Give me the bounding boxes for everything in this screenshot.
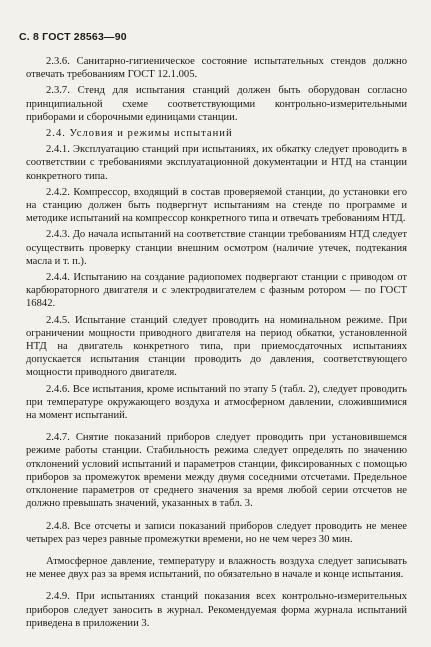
paragraph-2-4-5: 2.4.5. Испытание станций следует проводить на номинальном режиме. При ограничении мощности приводного двигателя на период обкатки, установленной НТД на двигатель конкретного типа, при приемосдаточных испытаниях допускается испытания станции проводить до давления, соответствующего мощности приводного двигателя. xyxy=(26,314,407,379)
paragraph-2-4-7: 2.4.7. Снятие показаний приборов следует проводить при установившемся режиме работы станции. Стабильность режима следует определять по значению отклонений условий испытаний и параметров станции, фиксированных с помощью приборов за промежуток времени между двумя соседними отсчетами. Предельное отклонение параметров от среднего значения за время любой серии отсчетов не должно превышать значений, указанных в табл. 3. xyxy=(26,432,407,510)
paragraph-2-4-2: 2.4.2. Компрессор, входящий в состав проверяемой станции, до установки его на станцию должен быть подвергнут испытаниям на стенде по программе и методике испытаний на компрессор конкретного типа и отвечать требованиям НТД. xyxy=(26,186,407,225)
paragraph-2-4-1: 2.4.1. Эксплуатацию станций при испытаниях, их обкатку следует проводить в соответствии с требованиями эксплуатационной документации и НТД на станции конкретного типа. xyxy=(26,144,407,182)
page-header: С. 8 ГОСТ 28563—90 xyxy=(19,31,127,43)
paragraph-2-4-6: 2.4.6. Все испытания, кроме испытаний по этапу 5 (табл. 2), следует проводить при температуре окружающего воздуха и атмосферном давлении, сложившимися на момент испытаний. xyxy=(26,383,407,422)
paragraph-2-4-3: 2.4.3. До начала испытаний на соответствие станции требованиям НТД следует осуществить проверку станции внешним осмотром (наличие утечек, подтекания масла и т. п.). xyxy=(26,229,407,267)
paragraph-2-4-9: 2.4.9. При испытаниях станций показания всех контрольно-измерительных приборов следует заносить в журнал. Рекомендуемая форма журнала испытаний приведена в приложении 3. xyxy=(26,591,407,629)
paragraph-2-3-6: 2.3.6. Санитарно-гигиеническое состояние испытательных стендов должно отвечать требованиям ГОСТ 12.1.005. xyxy=(26,56,407,81)
paragraph-2-4-4: 2.4.4. Испытанию на создание радиопомех подвергают станции с приводом от карбюраторного двигателя и с электродвигателем с фазным ротором — по ГОСТ 16842. xyxy=(26,272,407,310)
document-body xyxy=(26,55,407,633)
paragraph-2-3-7: 2.3.7. Стенд для испытания станций должен быть оборудован согласно принципиальной схеме соответствующими контрольно-измерительными приборами и сборочными единицами станции. xyxy=(26,85,407,123)
paragraph-atmospheric: Атмосферное давление, температуру и влажность воздуха следует записывать не менее двух раз за время испытаний, по обязательно в начале и конце испытания. xyxy=(26,555,407,581)
section-heading-2-4: 2.4. Условия и режимы испытаний xyxy=(46,128,233,140)
paragraph-2-4-8: 2.4.8. Все отсчеты и записи показаний приборов следует проводить не менее четырех раз через равные промежутки времени, но не чем через 30 мин. xyxy=(26,520,407,545)
